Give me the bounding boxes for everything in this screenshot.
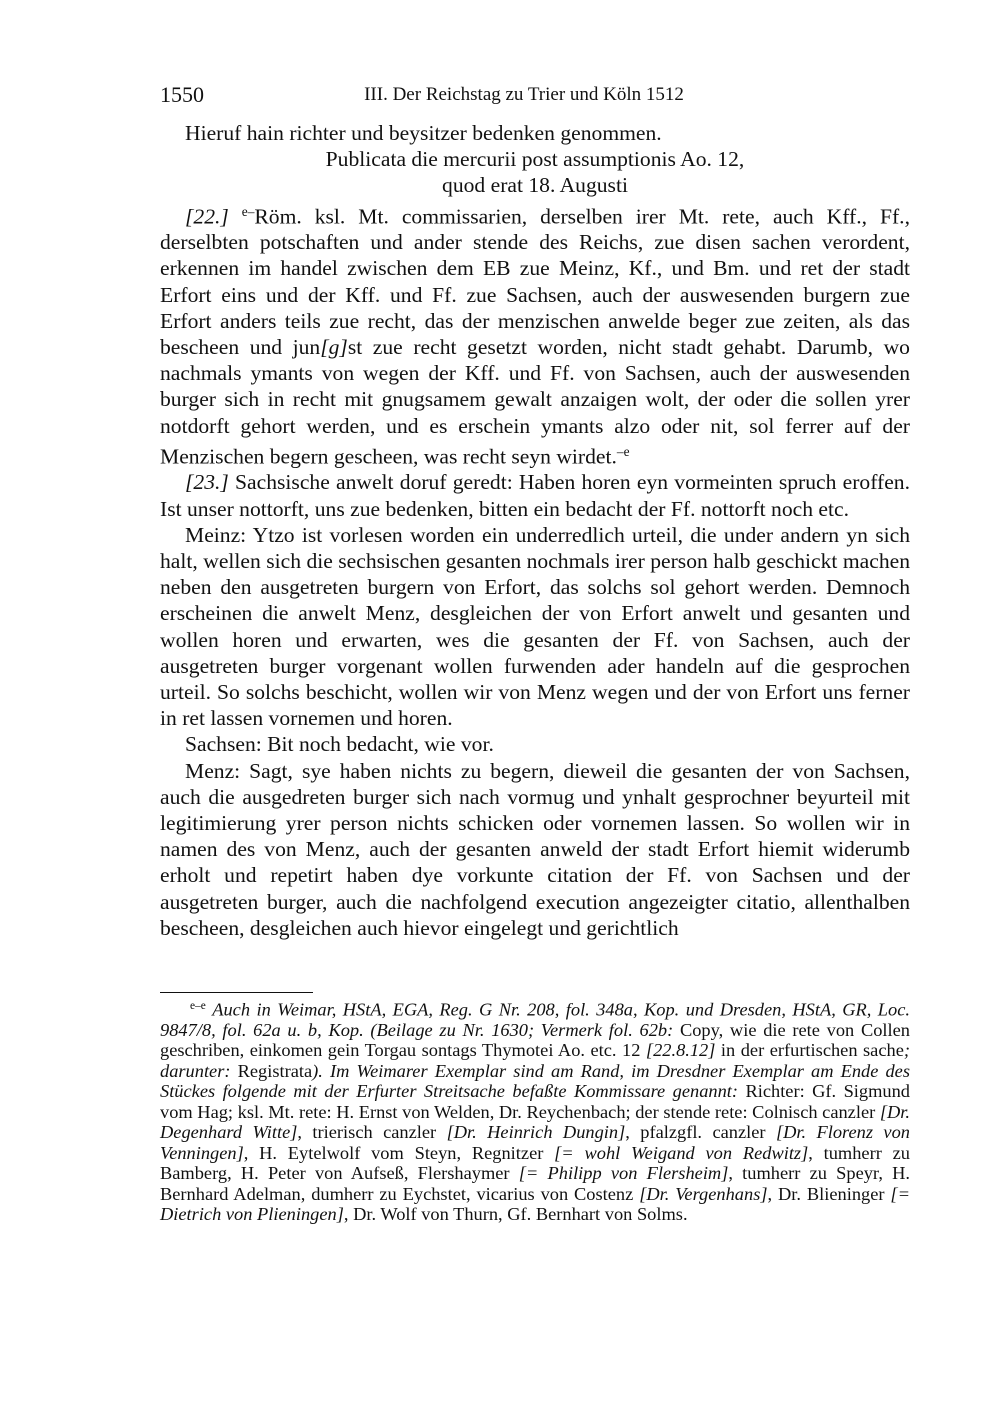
footnote-text: Auch in Weimar, HStA, EGA, Reg. G Nr. 208, fol. 348a, Kop. und Dresden, HStA, GR, Loc. 9847/8, fol. 62a u. b, Kop. (Beilage zu Nr. 1630; Vermerk fol. 62b:: [160, 999, 910, 1040]
paragraph-text: Sachsische anwelt doruf geredt: Haben horen eyn vormeinten spruch eroffen. Ist unser nottorft, uns zue bedenken, bitten ein bedacht der Ff. nottorft noch etc.: [160, 470, 910, 521]
paragraph-22: [160, 199, 910, 470]
footnote-text: [Dr. Vergenhans]: [639, 1183, 768, 1204]
footnote-text: , tumherr zu Speyr, H. Bernhard Adelman, dumherr zu Eychstet, vicarius von Costenz: [160, 1163, 910, 1204]
footnote-text: Copy, wie die rete von Collen geschriben, einkomen gein Torgau sontags Thymotei Ao. etc. 12: [160, 1019, 911, 1061]
page-number: 1550: [160, 82, 204, 107]
resolution-line: Hieruf hain richter und beysitzer bedenken genommen.: [185, 121, 662, 145]
publication-line: Publicata die mercurii post assumptionis Ao. 12,: [325, 147, 745, 172]
footnote-text: [= Dietrich von Plieningen]: [160, 1183, 910, 1225]
footnote-text: in der erfurtischen sache: [715, 1040, 904, 1061]
paragraph-menz: Menz: Sagt, sye haben nichts zu begern, dieweil die gesanten der von Sachsen, auch die ausgedreten burger sich nach vormug und ynhalt gesprochner beyurteil mit legitimierung yrer person nichts schicken oder vornemen lassen. So wollen wir in namen des von Menz, auch der gesanten anweld der stadt Erfort hiemit widerumb erholt und repetirt haben dye vorkunte citation der Ff. von Sachsen und der ausgetreten burger, auch die nachfolgend execution angezeigter citatio, allenthalben bescheen, desgleichen auch hievor eingelegt und gerichtlich: [160, 758, 910, 940]
footnote-text: ). Im Weimarer Exemplar sind am Rand, im Dresdner Exemplar am Ende des Stückes folgende mit der Erfurter Streitsache befaßte Kommissare genannt:: [160, 1060, 910, 1102]
footnotes: [160, 996, 910, 1225]
running-title: III. Der Reichstag zu Trier und Köln 1512: [364, 84, 684, 105]
footnote-text: [Dr. Heinrich Dungin]: [446, 1122, 626, 1143]
footnote-text: Richter: Gf. Sigmund vom Hag; ksl. Mt. rete: H. Ernst von Welden, Dr. Reychenbach; der stende rete: Colnisch canzler: [160, 1081, 910, 1122]
footnote-text: [= wohl Weigand von Redwitz]: [554, 1142, 809, 1163]
footnote-divider: [160, 992, 313, 993]
footnote-text: ; darunter:: [160, 1040, 910, 1081]
footnote-text: , Dr. Wolf von Thurn, Gf. Bernhart von Solms.: [343, 1204, 688, 1225]
footnote-text: , H. Eytelwolf vom Steyn, Regnitzer: [243, 1142, 555, 1163]
paragraph-sachsen: Sachsen: Bit noch bedacht, wie vor.: [185, 732, 494, 757]
footnote-mark: e–e: [190, 1000, 206, 1012]
date-line: quod erat 18. Augusti: [442, 173, 628, 198]
paragraph-number: [22.]: [185, 203, 229, 228]
footnote-text: [22.8.12]: [645, 1040, 716, 1061]
footnote-text: , trierisch canzler: [297, 1122, 447, 1143]
paragraph-number: [23.]: [185, 470, 229, 495]
footnote-text: Registrata: [230, 1060, 313, 1081]
footnote-text: [= Philipp von Flersheim]: [518, 1163, 729, 1184]
footnote-text: , Dr. Blieninger: [767, 1183, 891, 1204]
footnote-e: [160, 996, 910, 1225]
paragraph-meinz: Meinz: Ytzo ist vorlesen worden ein underredlich urteil, die under andern yn sich halt, wellen sich die sechsischen gesanten nochmals irer person halb geschickt machen neben den ausgetreten burgern von Erfort, das solchs sol gehort werden. Demnoch erscheinen die anwelt Menz, desgleichen der von Erfort anwelt und gesanten und wollen horen und erwarten, wes die gesanten der Ff. von Sachsen, auch der ausgetreten burger vorgenant wollen furwenden ader handeln auf die gesprochen urteil. So solchs beschicht, wollen wir von Menz wegen und der von Erfort uns ferner in ret lassen vornemen und horen.: [160, 522, 910, 731]
main-text: [160, 120, 910, 941]
emendation: [g]: [320, 334, 348, 359]
footnote-mark-close: –e: [616, 443, 630, 459]
footnote-text: [Dr. Degenhard Witte]: [160, 1101, 910, 1143]
footnote-text: , pfalzgfl. canzler: [625, 1122, 776, 1143]
paragraph-23: [160, 469, 910, 521]
paragraph-text: st zue recht gesetzt worden, nicht stadt gehabt. Darumb, wo nachmals ymants von wegen der Kff. und Ff. von Sachsen, auch der auswesenden burger sich in recht mit gnugsamem gewalt anzaigen wolt, der oder die sollen yrer notdorft gehort werden, und es erschein ymants alzo oder nit, sol ferrer auf der Menzischen begern gescheen, was recht seyn wirdet.: [160, 334, 910, 469]
footnote-mark-open: e–: [241, 203, 255, 219]
footnote-text: [Dr. Florenz von Venningen]: [160, 1122, 910, 1163]
paragraph-text: Röm. ksl. Mt. commissarien, derselben irer Mt. rete, auch Kff., Ff., derselbten potschaften und ander stende des Reichs, zue disen sachen verordent, erkennen im handel zwischen dem EB zue Meinz, Kf., und Bm. und ret der stadt Erfort eins und der Kff. und Ff. zue Sachsen, auch der auswesenden burgern zue Erfort anders teils zue recht, das der menzischen anwelde beger zue zeiten, als das bescheen und jun: [160, 203, 910, 359]
footnote-text: , tumherr zu Bamberg, H. Peter von Aufseß, Flershaymer: [160, 1142, 910, 1184]
